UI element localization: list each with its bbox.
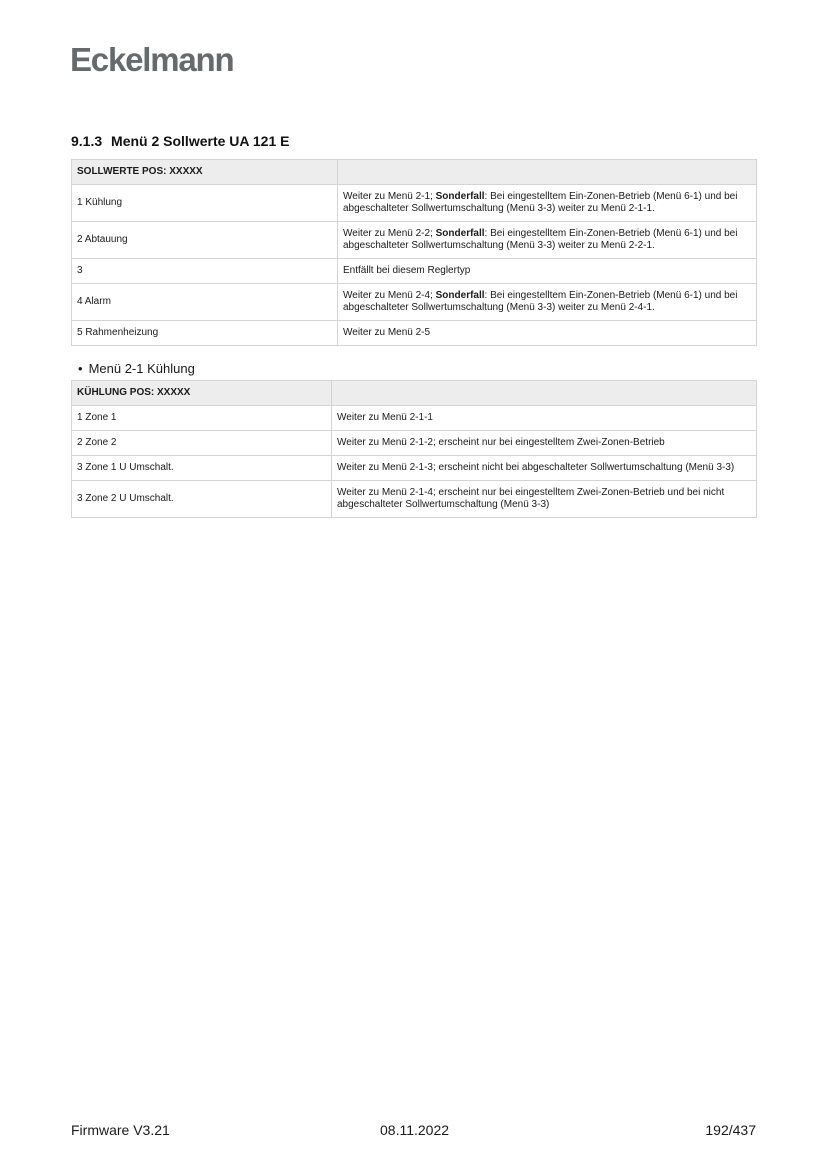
row-description: Weiter zu Menü 2-1-2; erscheint nur bei eingestelltem Zwei-Zonen-Betrieb (332, 431, 757, 456)
footer-page-number: 192/437 (705, 1122, 756, 1138)
table-header-cell-empty (338, 160, 757, 185)
row-description: Weiter zu Menü 2-1-4; erscheint nur bei eingestelltem Zwei-Zonen-Betrieb und bei nicht abgeschalteter Sollwertumschaltung (Menü 3-3) (332, 481, 757, 518)
table-header-cell: KÜHLUNG POS: XXXXX (72, 381, 332, 406)
table-row (72, 481, 757, 518)
table-header-cell-empty (332, 381, 757, 406)
footer-firmware: Firmware V3.21 (71, 1122, 170, 1138)
table-row (72, 259, 757, 284)
row-description: Weiter zu Menü 2-4; Sonderfall: Bei eingestelltem Ein-Zonen-Betrieb (Menü 6-1) und bei abgeschalteter Sollwertumschaltung (Menü 3-3) weiter zu Menü 2-4-1. (338, 284, 757, 321)
row-label: 1 Zone 1 (72, 406, 332, 431)
table-row (72, 321, 757, 346)
sollwerte-table (71, 159, 757, 346)
row-label: 2 Zone 2 (72, 431, 332, 456)
row-label: 4 Alarm (72, 284, 338, 321)
emphasis-text: Sonderfall (435, 191, 485, 202)
company-logo: Eckelmann (70, 41, 234, 78)
bullet-text: Menü 2-1 Kühlung (88, 361, 195, 376)
table-row (72, 222, 757, 259)
emphasis-text: Sonderfall (435, 290, 485, 301)
row-description: Entfällt bei diesem Reglertyp (338, 259, 757, 284)
emphasis-text: Sonderfall (435, 228, 485, 239)
footer-date: 08.11.2022 (380, 1122, 450, 1138)
bullet-item (78, 361, 195, 376)
row-description: Weiter zu Menü 2-1-3; erscheint nicht bei abgeschalteter Sollwertumschaltung (Menü 3-3) (332, 456, 757, 481)
section-title: Menü 2 Sollwerte UA 121 E (111, 133, 290, 149)
row-label: 2 Abtauung (72, 222, 338, 259)
row-description: Weiter zu Menü 2-2; Sonderfall: Bei eingestelltem Ein-Zonen-Betrieb (Menü 6-1) und bei abgeschalteter Sollwertumschaltung (Menü 3-3) weiter zu Menü 2-2-1. (338, 222, 757, 259)
row-label: 5 Rahmenheizung (72, 321, 338, 346)
table-row (72, 431, 757, 456)
table-header-row (72, 381, 757, 406)
row-description: Weiter zu Menü 2-1-1 (332, 406, 757, 431)
table-row (72, 284, 757, 321)
row-description: Weiter zu Menü 2-5 (338, 321, 757, 346)
table-row (72, 456, 757, 481)
row-description: Weiter zu Menü 2-1; Sonderfall: Bei eingestelltem Ein-Zonen-Betrieb (Menü 6-1) und bei abgeschalteter Sollwertumschaltung (Menü 3-3) weiter zu Menü 2-1-1. (338, 185, 757, 222)
table-row (72, 185, 757, 222)
section-number: 9.1.3 (71, 133, 103, 149)
section-heading (71, 133, 289, 149)
row-label: 3 Zone 1 U Umschalt. (72, 456, 332, 481)
bullet-icon: • (78, 361, 83, 376)
table-header-row (72, 160, 757, 185)
row-label: 1 Kühlung (72, 185, 338, 222)
row-label: 3 Zone 2 U Umschalt. (72, 481, 332, 518)
row-label: 3 (72, 259, 338, 284)
kuehlung-table (71, 380, 757, 518)
table-header-cell: SOLLWERTE POS: XXXXX (72, 160, 338, 185)
table-row (72, 406, 757, 431)
